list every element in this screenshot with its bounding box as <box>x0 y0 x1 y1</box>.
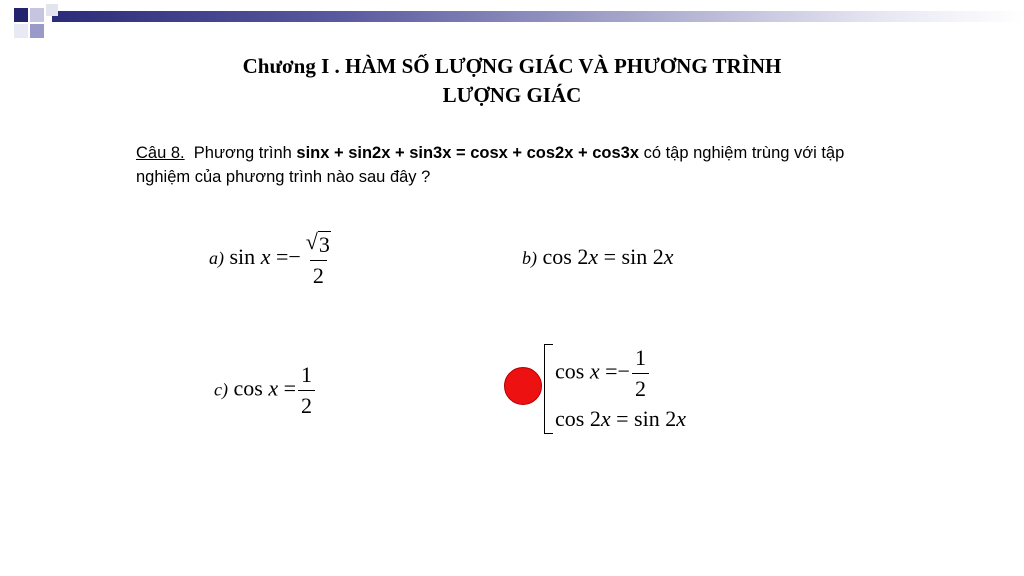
header-gradient-bar <box>52 11 1024 22</box>
option-d1-sign: − <box>617 358 630 384</box>
option-b-rhs-arg: 2 <box>652 244 664 269</box>
selected-answer-marker[interactable] <box>504 367 542 405</box>
option-d2-var-rhs: x <box>676 406 686 431</box>
option-b-label: b) <box>522 248 537 268</box>
question-text-before: Phương trình <box>193 144 297 162</box>
option-c-fn: cos <box>233 375 263 401</box>
option-d-line-2[interactable] <box>555 406 686 432</box>
option-b-var: x <box>588 244 599 269</box>
option-a-eq: = <box>275 244 289 270</box>
question-text-after: có tập nghiệm trùng với tập nghiệm của phương trình nào sau đây ? <box>136 144 845 186</box>
option-b-var-rhs: x <box>663 244 674 269</box>
option-d1-eq: = <box>605 358 618 384</box>
question-equation: sinx + sin2x + sin3x = cosx + cos2x + cos3x <box>296 144 639 162</box>
slide-title <box>150 52 874 110</box>
option-d1-denominator: 2 <box>632 373 649 402</box>
option-a-fraction <box>303 229 334 289</box>
option-d2-rhs-fn: sin <box>634 406 660 431</box>
option-b[interactable] <box>522 244 673 270</box>
question-label: Câu 8. <box>136 144 185 162</box>
header-square <box>30 8 44 22</box>
option-d2-eq: = <box>616 406 629 431</box>
option-d-line-1[interactable] <box>555 345 651 402</box>
option-d1-numerator: 1 <box>634 345 646 370</box>
title-line-1: Chương I . HÀM SỐ LƯỢNG GIÁC VÀ PHƯƠNG TRÌNH <box>242 54 782 78</box>
header-square <box>30 24 44 38</box>
option-b-lhs-arg: 2 <box>577 244 589 269</box>
option-a-label: a) <box>209 248 224 269</box>
option-a-sign: − <box>288 244 301 270</box>
header-square <box>14 8 28 22</box>
option-c-label: c) <box>214 379 228 400</box>
option-a-numerator: 3 <box>318 232 330 257</box>
option-c-denominator: 2 <box>298 390 315 419</box>
option-c-numerator: 1 <box>301 362 312 387</box>
system-bracket <box>544 344 553 434</box>
option-c-var: x <box>268 375 279 401</box>
header-square <box>14 24 28 38</box>
option-d2-lhs-fn: cos <box>555 406 585 431</box>
option-d2-rhs-arg: 2 <box>665 406 677 431</box>
option-d1-fn: cos <box>555 358 585 384</box>
sqrt-symbol: √ 3 <box>305 229 330 257</box>
option-c-eq: = <box>283 375 296 401</box>
option-b-lhs-fn: cos <box>542 244 572 269</box>
option-a[interactable] <box>209 229 336 289</box>
option-d1-var: x <box>589 358 600 384</box>
option-c-fraction <box>298 362 315 419</box>
option-d2-lhs-arg: 2 <box>589 406 601 431</box>
option-a-fn: sin <box>229 244 256 270</box>
option-b-eq: = <box>603 244 617 269</box>
title-line-2: LƯỢNG GIÁC <box>442 83 582 107</box>
option-d2-var: x <box>600 406 611 431</box>
option-c[interactable] <box>214 362 317 419</box>
option-b-rhs-fn: sin <box>621 244 648 269</box>
option-d1-fraction <box>632 345 649 402</box>
question-text <box>136 141 876 189</box>
option-a-denominator: 2 <box>310 260 327 289</box>
option-a-var: x <box>260 244 271 270</box>
header-square <box>46 4 58 16</box>
